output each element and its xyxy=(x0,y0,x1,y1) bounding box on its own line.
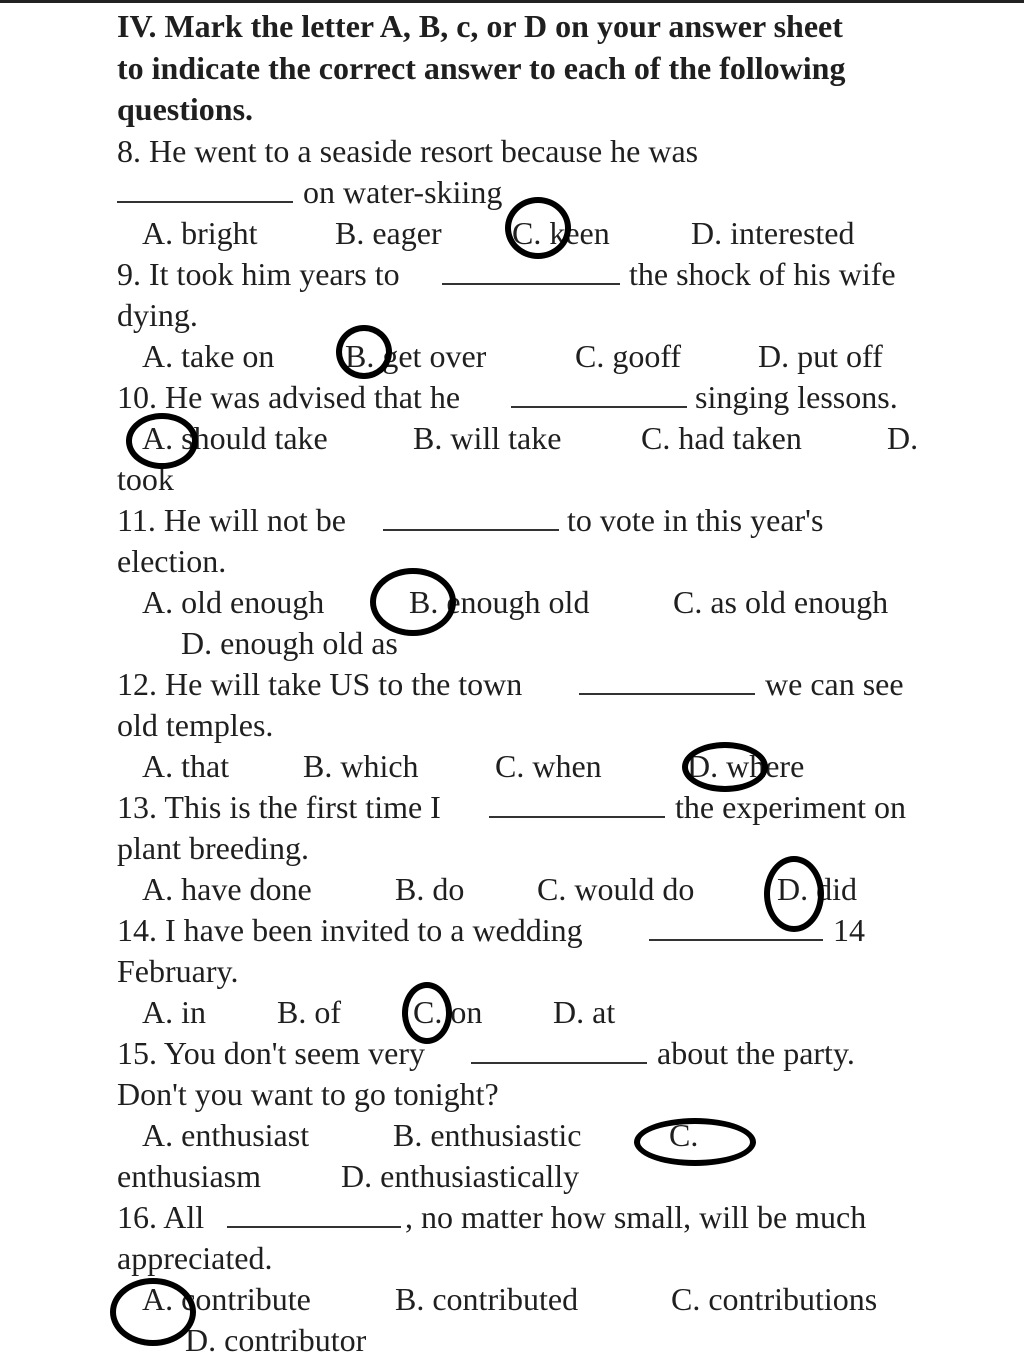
option-d[interactable]: D. enthusiastically xyxy=(341,1157,580,1194)
option-c[interactable]: C. keen xyxy=(512,214,610,251)
question-text: 9. It took him years to xyxy=(117,255,400,292)
answer-blank xyxy=(383,500,559,541)
question-10-stem xyxy=(117,377,947,418)
question-text: we can see xyxy=(765,665,904,702)
question-11-stem xyxy=(117,500,947,541)
question-text: 14 xyxy=(833,911,865,948)
question-16-options xyxy=(117,1279,947,1320)
question-15-stem-cont xyxy=(117,1074,947,1115)
option-c[interactable]: C. xyxy=(669,1116,699,1153)
question-16-options-wrap xyxy=(117,1320,947,1361)
option-a[interactable]: A. old enough xyxy=(142,583,325,620)
question-9-stem-cont xyxy=(117,295,947,336)
option-a[interactable]: A. in xyxy=(142,993,206,1030)
question-15-options xyxy=(117,1115,947,1156)
question-14-stem xyxy=(117,910,947,951)
option-a[interactable]: A. enthusiast xyxy=(142,1116,310,1153)
answer-mark-circle xyxy=(682,742,768,792)
answer-blank xyxy=(442,254,620,295)
answer-mark-circle xyxy=(402,982,452,1044)
option-d-wrap[interactable]: took xyxy=(117,460,174,497)
answer-mark-circle xyxy=(336,325,392,379)
question-text: the experiment on xyxy=(675,788,907,825)
question-text: 8. He went to a seaside resort because he was xyxy=(117,132,699,169)
option-c[interactable]: C. would do xyxy=(537,870,695,907)
question-9-stem xyxy=(117,254,947,295)
question-11-options xyxy=(117,582,947,623)
question-14-options xyxy=(117,992,947,1033)
option-c-wrap[interactable]: enthusiasm xyxy=(117,1157,261,1194)
option-d[interactable]: D. at xyxy=(553,993,616,1030)
question-16-stem xyxy=(117,1197,947,1238)
question-text: the shock of his wife xyxy=(629,255,896,292)
option-d[interactable]: D. did xyxy=(777,870,857,907)
question-text: appreciated. xyxy=(117,1239,273,1276)
option-d[interactable]: D. put off xyxy=(758,337,883,374)
question-11-stem-cont xyxy=(117,541,947,582)
top-border xyxy=(0,0,1024,3)
answer-mark-circle xyxy=(126,413,198,469)
option-b[interactable]: B. enough old xyxy=(409,583,590,620)
answer-mark-circle xyxy=(505,197,571,259)
question-14-stem-cont xyxy=(117,951,947,992)
question-12-stem xyxy=(117,664,947,705)
question-text: 16. All xyxy=(117,1198,205,1235)
question-text: old temples. xyxy=(117,706,274,743)
answer-blank xyxy=(579,664,755,705)
instructions xyxy=(117,6,947,131)
option-c[interactable]: C. when xyxy=(495,747,602,784)
question-10-options xyxy=(117,418,947,459)
question-text: singing lessons. xyxy=(695,378,898,415)
answer-mark-circle xyxy=(370,568,456,636)
answer-mark-circle xyxy=(764,856,824,932)
question-text: 13. This is the first time I xyxy=(117,788,441,825)
question-8-stem xyxy=(117,131,947,172)
option-b[interactable]: B. enthusiastic xyxy=(393,1116,582,1153)
question-15-stem xyxy=(117,1033,947,1074)
option-b[interactable]: B. will take xyxy=(413,419,562,456)
answer-blank xyxy=(227,1197,401,1238)
question-text: to vote in this year's xyxy=(567,501,824,538)
option-d[interactable]: D. interested xyxy=(691,214,855,251)
option-a[interactable]: A. that xyxy=(142,747,230,784)
option-b[interactable]: B. which xyxy=(303,747,419,784)
instructions-line: questions. xyxy=(117,91,254,127)
question-text: plant breeding. xyxy=(117,829,309,866)
question-text: February. xyxy=(117,952,239,989)
question-text: election. xyxy=(117,542,227,579)
question-text: 10. He was advised that he xyxy=(117,378,461,415)
question-10-options-wrap xyxy=(117,459,947,500)
option-d[interactable]: D. enough old as xyxy=(181,624,398,661)
question-text: Don't you want to go tonight? xyxy=(117,1075,499,1112)
question-12-options xyxy=(117,746,947,787)
option-a[interactable]: A. have done xyxy=(142,870,312,907)
option-a[interactable]: A. should take xyxy=(142,419,328,456)
option-a[interactable]: A. take on xyxy=(142,337,275,374)
option-d[interactable]: D. xyxy=(887,419,919,456)
answer-blank xyxy=(489,787,665,828)
question-15-options-wrap xyxy=(117,1156,947,1197)
question-text: 15. You don't seem very xyxy=(117,1034,425,1071)
question-13-stem-cont xyxy=(117,828,947,869)
option-b[interactable]: B. of xyxy=(277,993,341,1030)
answer-blank xyxy=(471,1033,647,1074)
option-b[interactable]: B. contributed xyxy=(395,1280,579,1317)
option-b[interactable]: B. get over xyxy=(345,337,487,374)
option-b[interactable]: B. do xyxy=(395,870,465,907)
question-text: 11. He will not be xyxy=(117,501,346,538)
option-c[interactable]: C. contributions xyxy=(671,1280,878,1317)
option-c[interactable]: C. had taken xyxy=(641,419,802,456)
instructions-line: to indicate the correct answer to each of the following xyxy=(117,49,846,86)
question-text: about the party. xyxy=(657,1034,855,1071)
answer-blank xyxy=(117,172,293,213)
question-9-options xyxy=(117,336,947,377)
question-text: dying. xyxy=(117,296,198,333)
option-a[interactable]: A. bright xyxy=(142,214,258,251)
option-d[interactable]: D. where xyxy=(687,747,805,784)
question-12-stem-cont xyxy=(117,705,947,746)
option-c[interactable]: C. as old enough xyxy=(673,583,889,620)
option-b[interactable]: B. eager xyxy=(335,214,442,251)
answer-blank xyxy=(511,377,687,418)
question-13-stem xyxy=(117,787,947,828)
instructions-line: IV. Mark the letter A, B, c, or D on your answer sheet xyxy=(117,8,843,44)
option-c[interactable]: C. gooff xyxy=(575,337,682,374)
answer-mark-circle xyxy=(634,1118,756,1166)
question-text: 12. He will take US to the town xyxy=(117,665,523,702)
question-text: , no matter how small, will be much xyxy=(405,1198,867,1235)
question-11-options-wrap xyxy=(117,623,947,664)
question-text: 14. I have been invited to a wedding xyxy=(117,911,583,948)
option-c[interactable]: C. on xyxy=(413,993,483,1030)
option-a[interactable]: A. contribute xyxy=(142,1280,311,1317)
option-d[interactable]: D. contributor xyxy=(185,1321,367,1358)
question-text: on water-skiing xyxy=(303,173,503,210)
question-16-stem-cont xyxy=(117,1238,947,1279)
answer-mark-circle xyxy=(110,1278,196,1346)
